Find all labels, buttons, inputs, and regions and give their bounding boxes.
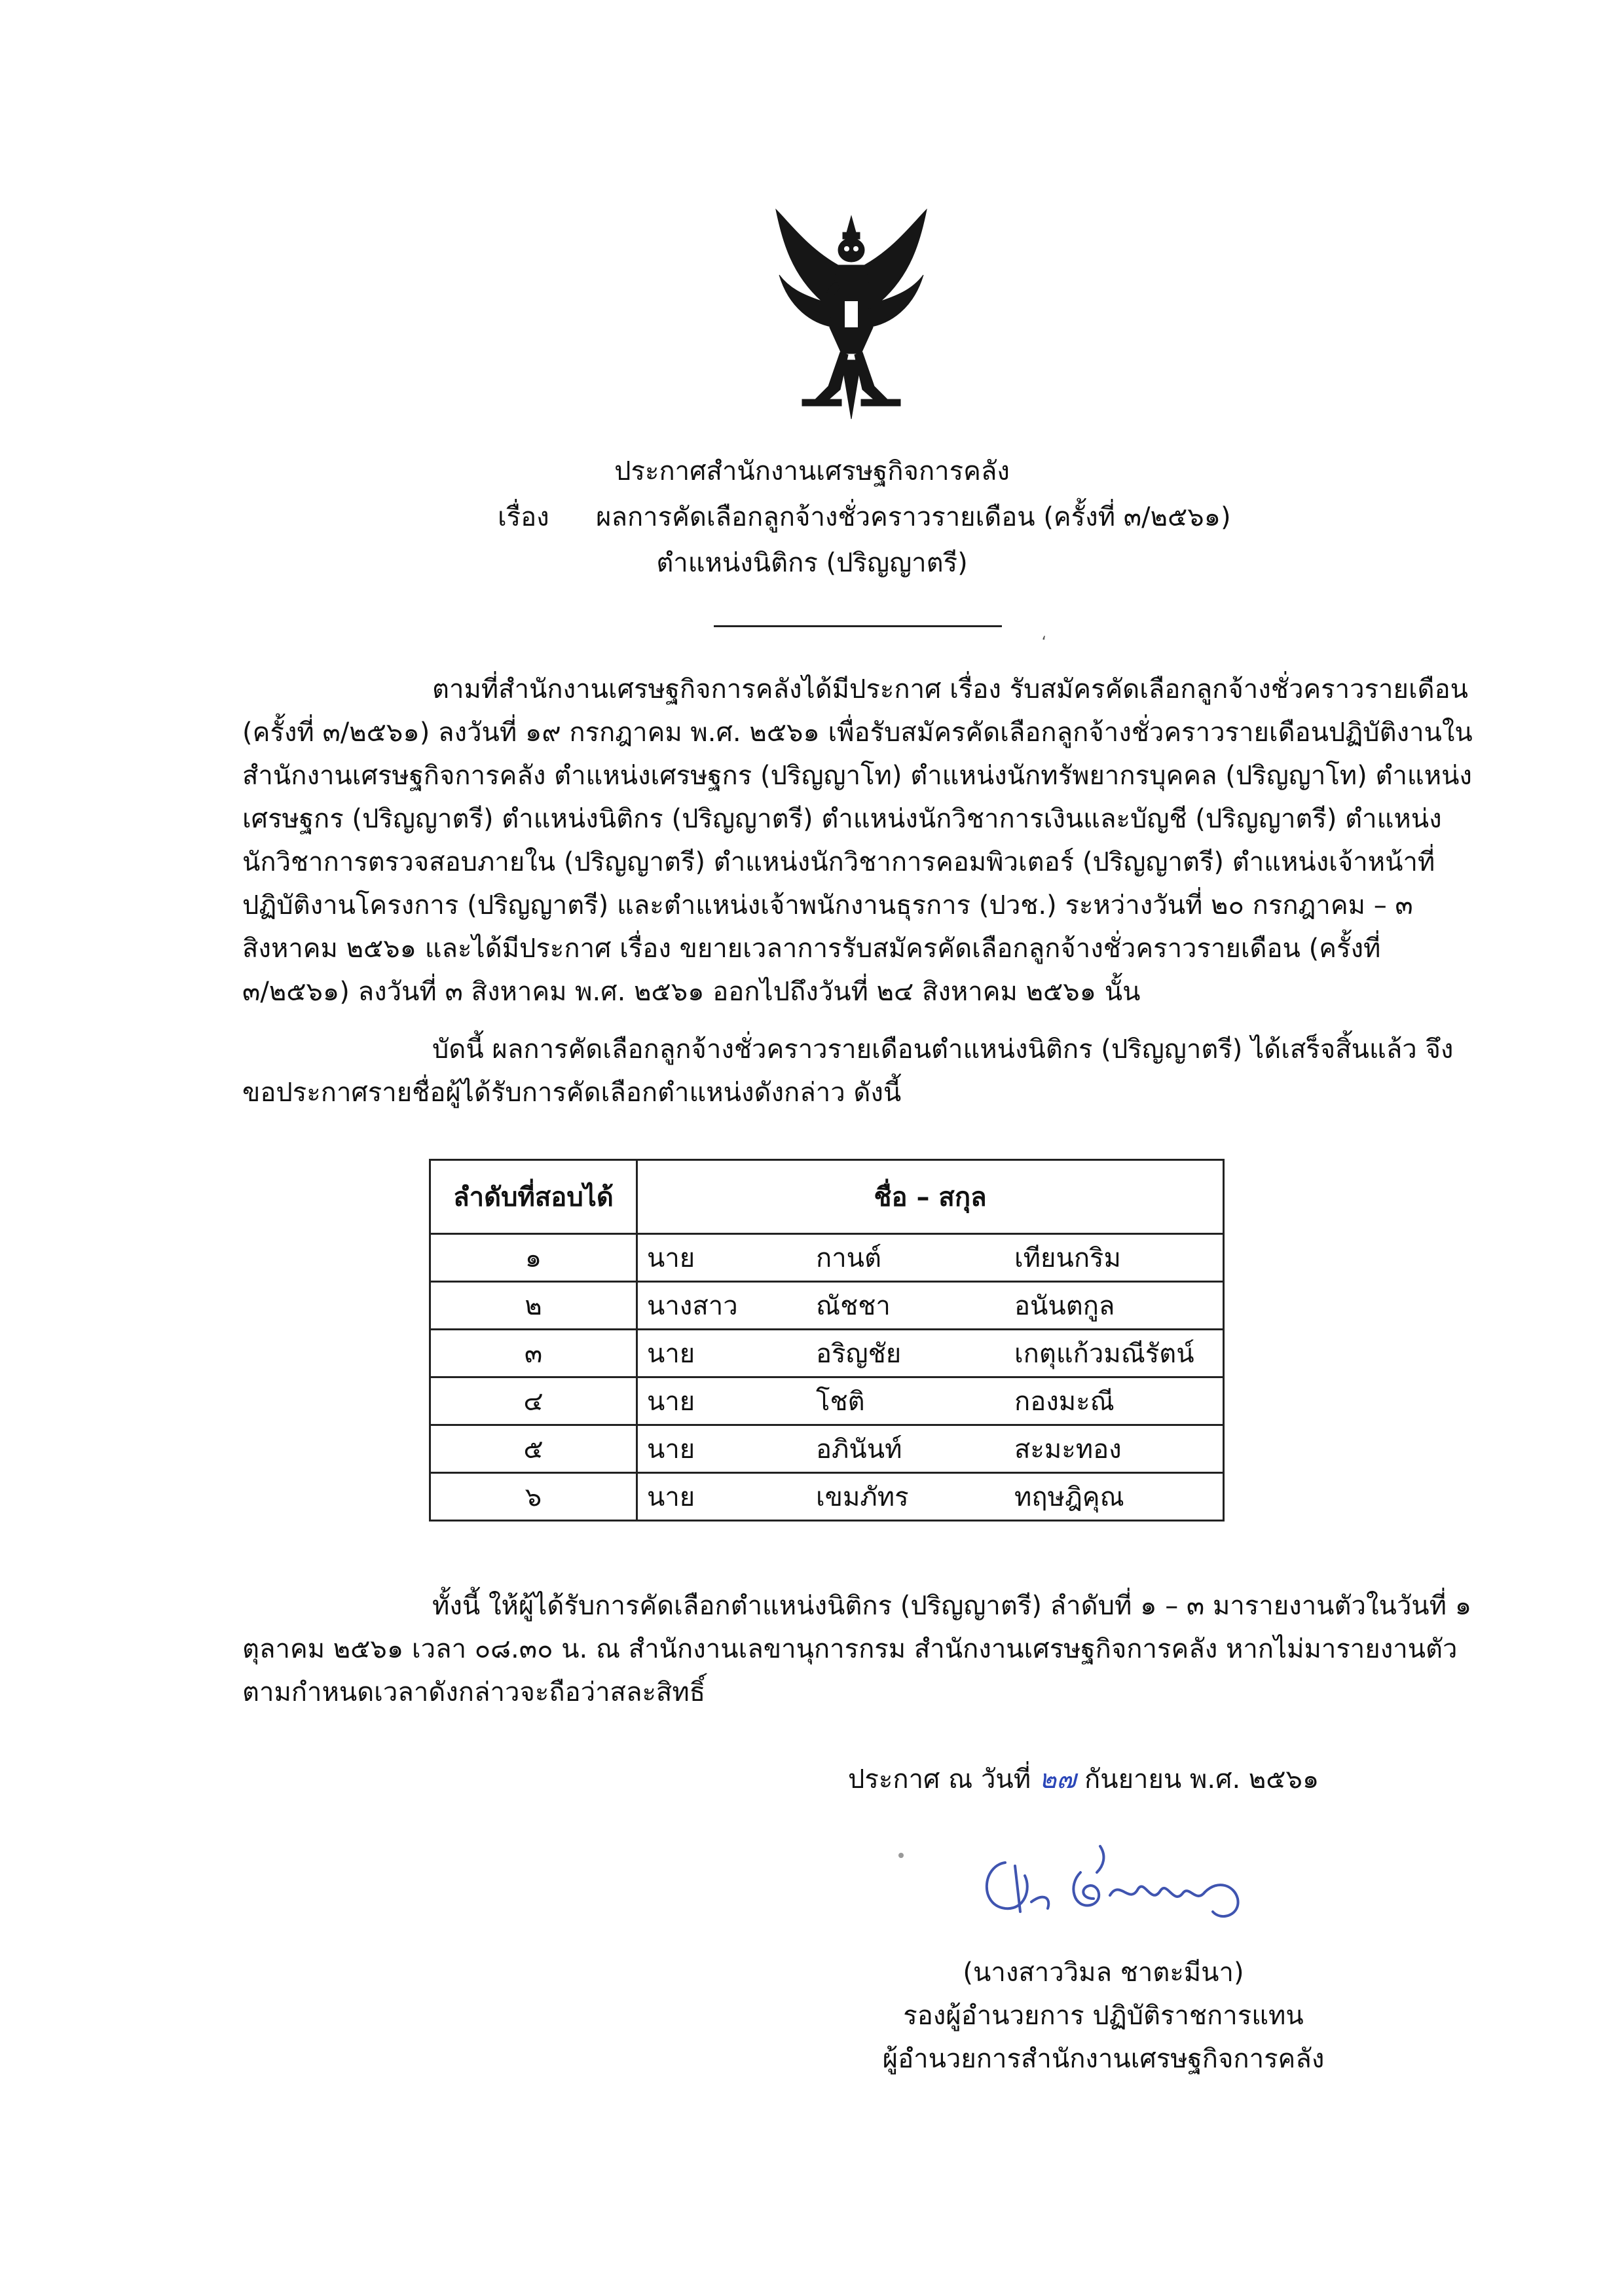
last-name-cell: เกตุแก้วมณีรัตน์	[1005, 1330, 1224, 1377]
paragraph-text: บัดนี้ ผลการคัดเลือกลูกจ้างชั่วคราวรายเดือนตำแหน่งนิติกร (ปริญญาตรี) ได้เสร็จสิ้นแล้ว จึงขอประกาศรายชื่อผู้ได้รับการคัดเลือกตำแหน่งดังกล่าว ดังนี้	[242, 1034, 1454, 1108]
table-row	[430, 1234, 1224, 1282]
header-divider	[714, 625, 1002, 627]
body-paragraph-1	[242, 668, 1473, 1013]
signer-position-line-2: ผู้อำนวยการสำนักงานเศรษฐกิจการคลัง	[882, 2044, 1325, 2074]
prefix-cell: นาย	[637, 1330, 807, 1377]
last-name-cell: เทียนกริม	[1005, 1234, 1224, 1282]
scan-speck	[898, 1853, 904, 1858]
table-row	[430, 1330, 1224, 1377]
rank-cell: ๕	[430, 1425, 637, 1473]
rank-cell: ๑	[430, 1234, 637, 1282]
body-paragraph-2	[242, 1028, 1473, 1114]
date-day-handwritten: ๒๗	[1039, 1764, 1077, 1795]
table-header-row	[430, 1160, 1224, 1234]
prefix-cell: นาย	[637, 1425, 807, 1473]
handwritten-signature	[969, 1833, 1277, 1931]
subject-text: ผลการคัดเลือกลูกจ้างชั่วคราวรายเดือน (ครั้งที่ ๓/๒๕๖๑)	[596, 502, 1231, 532]
position-title: ตำแหน่งนิติกร (ปริญญาตรี)	[656, 548, 968, 578]
prefix-cell: นาย	[637, 1377, 807, 1425]
paragraph-text: ทั้งนี้ ให้ผู้ได้รับการคัดเลือกตำแหน่งนิติกร (ปริญญาตรี) ลำดับที่ ๑ – ๓ มารายงานตัวในวันที่ ๑ ตุลาคม ๒๕๖๑ เวลา ๐๘.๓๐ น. ณ สำนักงานเลขานุการกรม สำนักงานเศรษฐกิจการคลัง หากไม่มารายงานตัวตามกำหนดเวลาดังกล่าวจะถือว่าสละสิทธิ์	[242, 1591, 1472, 1707]
last-name-cell: สะมะทอง	[1005, 1425, 1224, 1473]
paragraph-text: ตามที่สำนักงานเศรษฐกิจการคลังได้มีประกาศ เรื่อง รับสมัครคัดเลือกลูกจ้างชั่วคราวรายเดือน (ครั้งที่ ๓/๒๕๖๑) ลงวันที่ ๑๙ กรกฎาคม พ.ศ. ๒๕๖๑ เพื่อรับสมัครคัดเลือกลูกจ้างชั่วคราวรายเดือนปฏิบัติงานในสำนักงานเศรษฐกิจการคลัง ตำแหน่งเศรษฐกร (ปริญญาโท) ตำแหน่งนักทรัพยากรบุคคล (ปริญญาโท) ตำแหน่งเศรษฐกร (ปริญญาตรี) ตำแหน่งนิติกร (ปริญญาตรี) ตำแหน่งนักวิชาการเงินและบัญชี (ปริญญาตรี) ตำแหน่งนักวิชาการตรวจสอบภายใน (ปริญญาตรี) ตำแหน่งนักวิชาการคอมพิวเตอร์ (ปริญญาตรี) ตำแหน่งเจ้าหน้าที่ปฏิบัติงานโครงการ (ปริญญาตรี) และตำแหน่งเจ้าพนักงานธุรการ (ปวช.) ระหว่างวันที่ ๒๐ กรกฎาคม – ๓ สิงหาคม ๒๕๖๑ และได้มีประกาศ เรื่อง ขยายเวลาการรับสมัครคัดเลือกลูกจ้างชั่วคราวรายเดือน (ครั้งที่ ๓/๒๕๖๑) ลงวันที่ ๓ สิงหาคม พ.ศ. ๒๕๖๑ ออกไปถึงวันที่ ๒๔ สิงหาคม ๒๕๖๑ นั้น	[242, 674, 1473, 1007]
first-name-cell: เขมภัทร	[807, 1473, 1005, 1521]
first-name-cell: ณัชชา	[807, 1282, 1005, 1330]
prefix-cell: นาย	[637, 1473, 807, 1521]
rank-cell: ๒	[430, 1282, 637, 1330]
garuda-emblem-icon	[763, 203, 940, 439]
table-row	[430, 1425, 1224, 1473]
name-column-header: ชื่อ – สกุล	[637, 1160, 1224, 1234]
last-name-cell: กองมะณี	[1005, 1377, 1224, 1425]
prefix-cell: นางสาว	[637, 1282, 807, 1330]
rank-cell: ๖	[430, 1473, 637, 1521]
table-row	[430, 1377, 1224, 1425]
first-name-cell: อริญชัย	[807, 1330, 1005, 1377]
first-name-cell: กานต์	[807, 1234, 1005, 1282]
rank-column-header: ลำดับที่สอบได้	[430, 1160, 637, 1234]
subject-label: เรื่อง	[498, 502, 549, 532]
signer-name: (นางสาววิมล ชาตะมีนา)	[963, 1958, 1244, 1988]
body-paragraph-3	[242, 1584, 1473, 1714]
announcement-title: ประกาศสำนักงานเศรษฐกิจการคลัง	[614, 456, 1010, 486]
date-suffix: กันยายน พ.ศ. ๒๕๖๑	[1084, 1764, 1320, 1795]
signer-position-line-1: รองผู้อำนวยการ ปฏิบัติราชการแทน	[903, 2001, 1304, 2031]
first-name-cell: โชติ	[807, 1377, 1005, 1425]
scan-mark-icon: ،	[1041, 625, 1046, 644]
rank-cell: ๓	[430, 1330, 637, 1377]
announcement-subject	[498, 498, 1231, 537]
results-table	[429, 1159, 1225, 1522]
rank-cell: ๔	[430, 1377, 637, 1425]
table-row	[430, 1282, 1224, 1330]
first-name-cell: อภินันท์	[807, 1425, 1005, 1473]
announcement-date	[848, 1758, 1319, 1800]
last-name-cell: อนันตกูล	[1005, 1282, 1224, 1330]
prefix-cell: นาย	[637, 1234, 807, 1282]
table-row	[430, 1473, 1224, 1521]
date-prefix: ประกาศ ณ วันที่	[848, 1764, 1031, 1795]
last-name-cell: ทฤษฎิคุณ	[1005, 1473, 1224, 1521]
